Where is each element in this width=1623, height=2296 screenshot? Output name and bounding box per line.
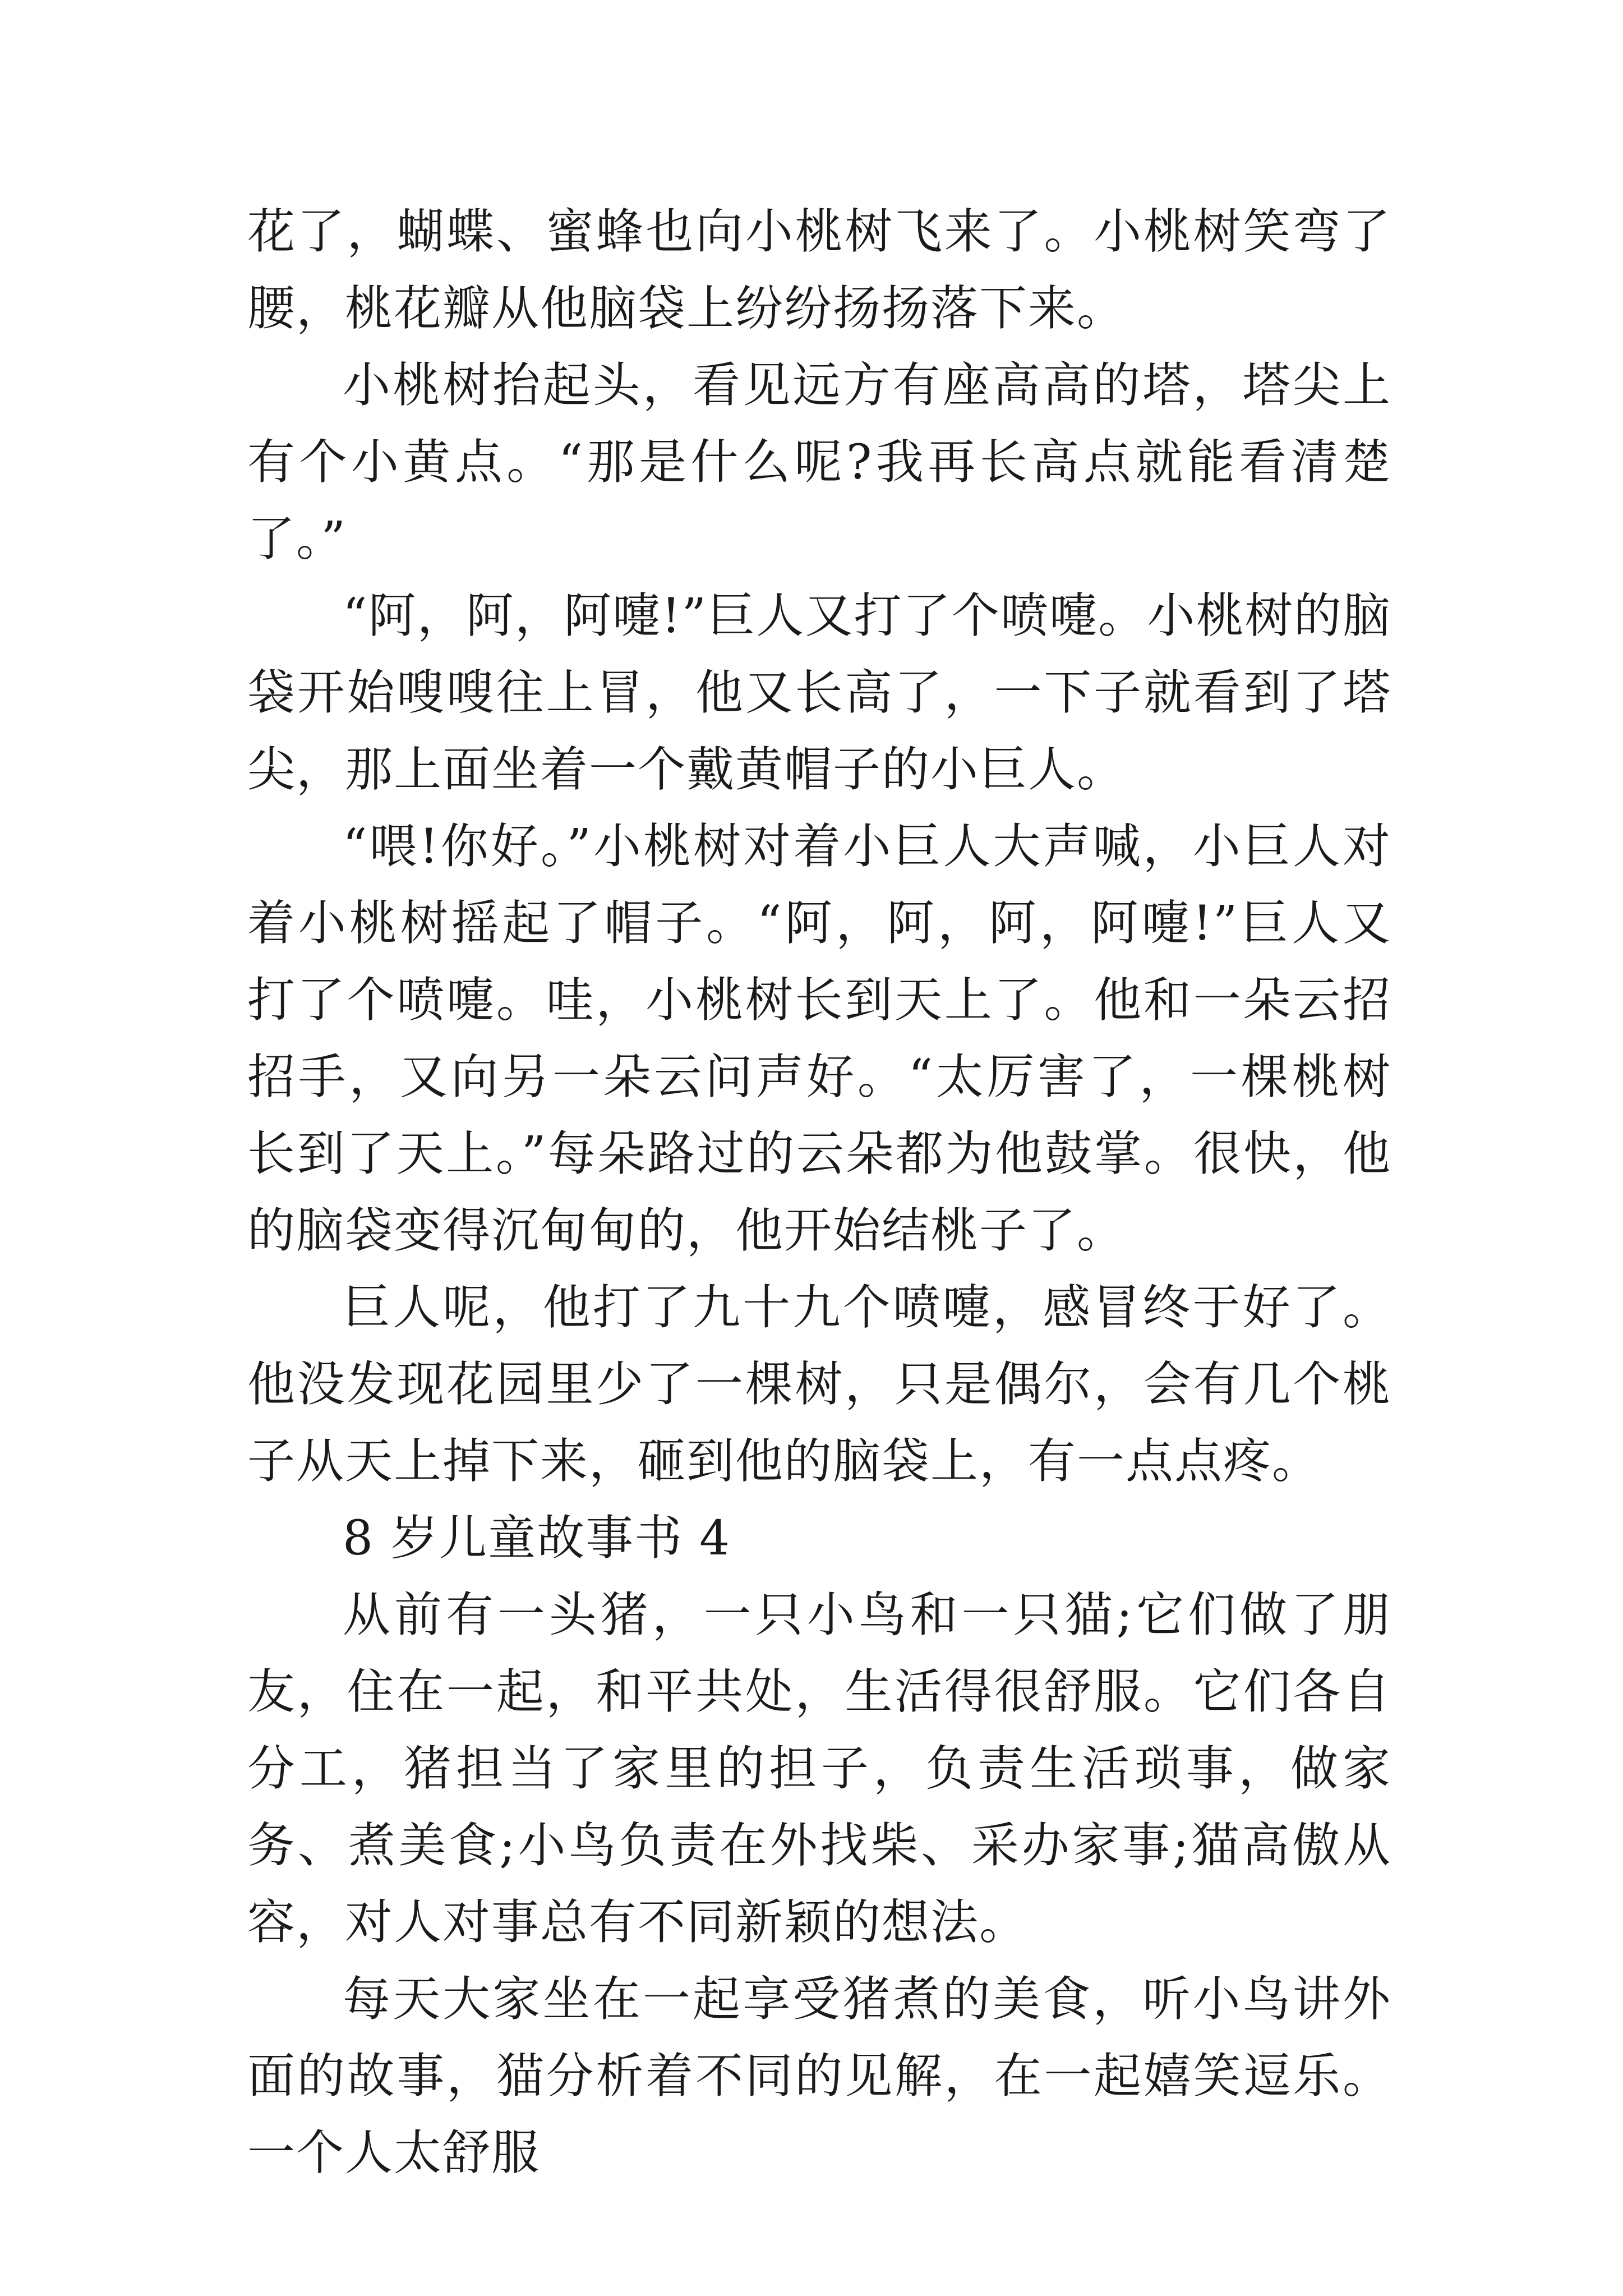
paragraph: “喂!你好。”小桃树对着小巨人大声喊，小巨人对着小桃树摇起了帽子。“阿，阿，阿，阿嚏!”巨人又打了个喷嚏。哇，小桃树长到天上了。他和一朵云招招手，又向另一朵云问声好。“太厉害了，一棵桃树长到了天上。”每朵路过的云朵都为他鼓掌。很快，他的脑袋变得沉甸甸的，他开始结桃子了。	[247, 819, 1391, 1259]
paragraph: 从前有一头猪，一只小鸟和一只猫;它们做了朋友，住在一起，和平共处，生活得很舒服。它们各自分工，猪担当了家里的担子，负责生活琐事，做家务、煮美食;小鸟负责在外找柴、采办家事;猫高傲从容，对人对事总有不同新颖的想法。	[247, 1588, 1391, 1950]
section-heading: 8 岁儿童故事书 4	[343, 1511, 731, 1566]
paragraph: 花了，蝴蝶、蜜蜂也向小桃树飞来了。小桃树笑弯了腰，桃花瓣从他脑袋上纷纷扬扬落下来。	[247, 204, 1391, 337]
document-body	[247, 194, 1391, 2192]
paragraph: “阿，阿，阿嚏!”巨人又打了个喷嚏。小桃树的脑袋开始嗖嗖往上冒，他又长高了，一下子就看到了塔尖，那上面坐着一个戴黄帽子的小巨人。	[247, 588, 1391, 798]
paragraph: 每天大家坐在一起享受猪煮的美食，听小鸟讲外面的故事，猫分析着不同的见解，在一起嬉笑逗乐。一个人太舒服	[247, 1972, 1391, 2181]
paragraph: 小桃树抬起头，看见远方有座高高的塔，塔尖上有个小黄点。“那是什么呢?我再长高点就能看清楚了。”	[247, 358, 1391, 567]
paragraph: 巨人呢，他打了九十九个喷嚏，感冒终于好了。他没发现花园里少了一棵树，只是偶尔，会有几个桃子从天上掉下来，砸到他的脑袋上，有一点点疼。	[247, 1280, 1391, 1489]
